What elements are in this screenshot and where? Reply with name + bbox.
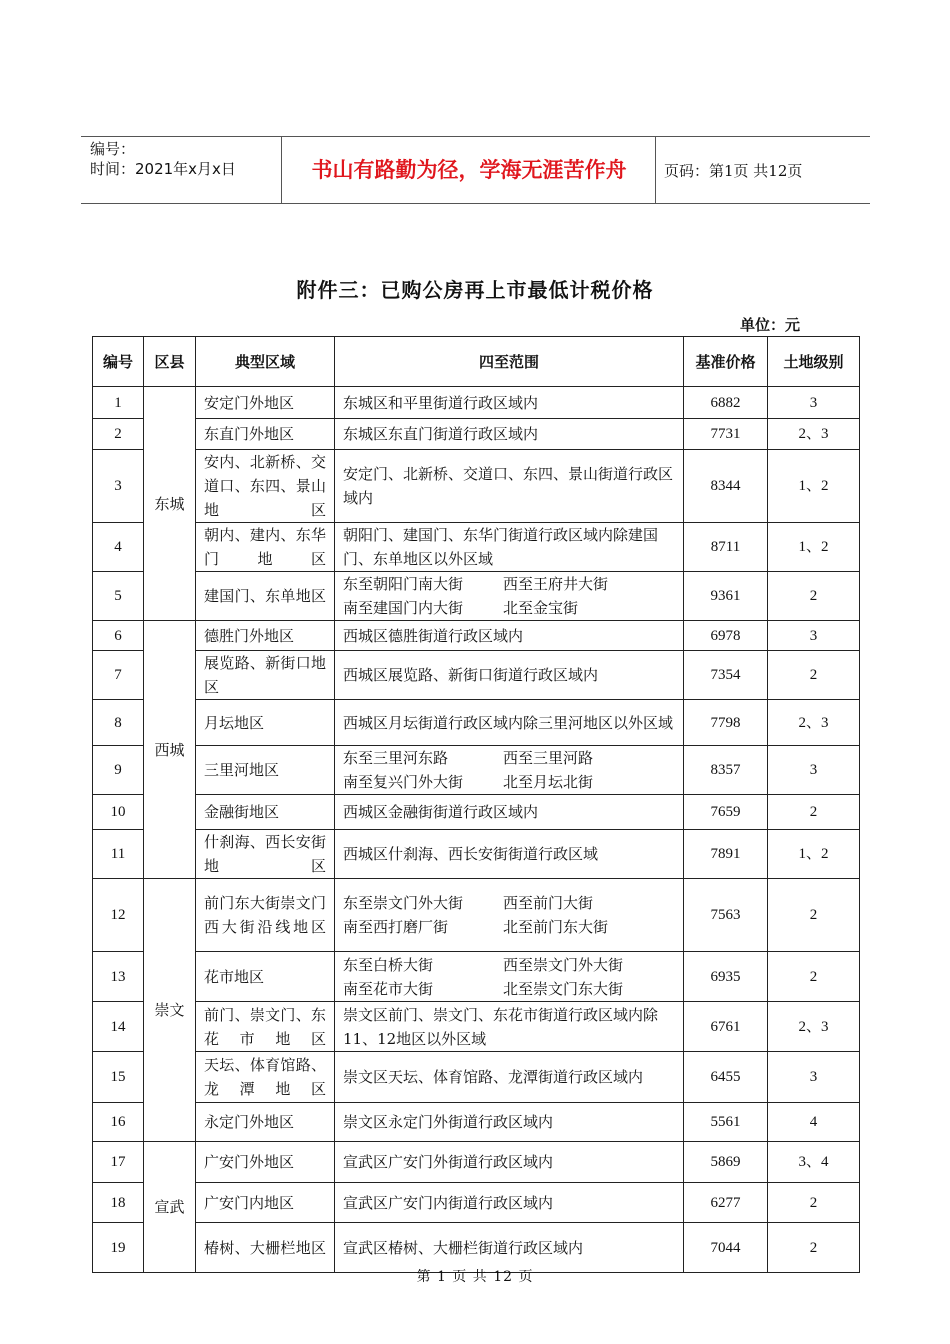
row-no: 1 (93, 387, 144, 419)
row-area: 什刹海、西长安街地区 (196, 830, 335, 879)
header-meta (90, 139, 236, 179)
row-level: 3 (768, 387, 860, 419)
row-price: 7798 (684, 700, 768, 746)
row-price: 6761 (684, 1002, 768, 1052)
row-level: 3 (768, 621, 860, 651)
range-south: 南至花市大街 (343, 979, 434, 998)
row-no: 11 (93, 830, 144, 879)
range-south: 南至西打磨厂街 (343, 918, 449, 936)
range-west: 西至前门大街 (503, 894, 594, 912)
header-divider-right (655, 137, 656, 203)
row-no: 10 (93, 795, 144, 830)
row-range: 西城区月坛街道行政区域内除三里河地区以外区域 (335, 700, 684, 746)
row-price: 7563 (684, 879, 768, 952)
row-level: 3 (768, 1052, 860, 1103)
row-area: 安内、北新桥、交道口、东四、景山地区 (196, 450, 335, 523)
table-row (93, 450, 860, 523)
range-north: 北至崇文门东大街 (503, 979, 624, 998)
row-no: 13 (93, 952, 144, 1002)
table-row (93, 621, 860, 651)
row-range: 西城区金融街街道行政区域内 (335, 795, 684, 830)
row-range: 安定门、北新桥、交道口、东四、景山街道行政区域内 (335, 450, 684, 523)
row-area: 金融街地区 (196, 795, 335, 830)
header-top-rule (81, 136, 870, 137)
table-row (93, 572, 860, 621)
row-level: 3 (768, 746, 860, 795)
range-north: 北至月坛北街 (503, 773, 594, 791)
table-row (93, 1002, 860, 1052)
table-row (93, 523, 860, 572)
row-price: 6978 (684, 621, 768, 651)
doc-time: 时间：2021年x月x日 (90, 160, 236, 178)
table-row (93, 830, 860, 879)
row-price: 6455 (684, 1052, 768, 1103)
row-level: 2、3 (768, 700, 860, 746)
table-row (93, 1142, 860, 1183)
row-no: 3 (93, 450, 144, 523)
row-area: 前门东大街崇文门西大街沿线地区 (196, 879, 335, 952)
row-price: 8711 (684, 523, 768, 572)
row-no: 4 (93, 523, 144, 572)
header-motto: 书山有路勤为径，学海无涯苦作舟 (311, 158, 627, 182)
table-row (93, 1223, 860, 1273)
row-level: 1、2 (768, 830, 860, 879)
range-east: 东至朝阳门南大街 (343, 575, 464, 593)
row-range: 宣武区椿树、大栅栏街道行政区域内 (335, 1223, 684, 1273)
row-level: 2 (768, 651, 860, 700)
row-level: 3、4 (768, 1142, 860, 1183)
row-no: 5 (93, 572, 144, 621)
row-price: 6277 (684, 1183, 768, 1223)
row-price: 7354 (684, 651, 768, 700)
row-area: 德胜门外地区 (196, 621, 335, 651)
range-south: 南至复兴门外大街 (343, 773, 464, 791)
col-header-area: 典型区域 (196, 337, 335, 387)
row-area: 展览路、新街口地区 (196, 651, 335, 700)
table-row (93, 419, 860, 450)
col-header-no: 编号 (93, 337, 144, 387)
table-row (93, 879, 860, 952)
range-south: 南至建国门内大街 (343, 599, 464, 617)
row-level: 2 (768, 795, 860, 830)
row-price: 6935 (684, 952, 768, 1002)
row-range (335, 572, 684, 621)
col-header-district: 区县 (144, 337, 196, 387)
row-range (335, 952, 684, 1002)
range-north: 北至前门东大街 (503, 918, 609, 936)
row-price: 7659 (684, 795, 768, 830)
range-east: 东至白桥大街 (343, 955, 434, 974)
row-no: 18 (93, 1183, 144, 1223)
row-no: 8 (93, 700, 144, 746)
row-level: 1、2 (768, 523, 860, 572)
header-bottom-rule (81, 203, 870, 204)
row-range: 西城区展览路、新街口街道行政区域内 (335, 651, 684, 700)
row-range: 宣武区广安门内街道行政区域内 (335, 1183, 684, 1223)
district-cell: 东城 (144, 387, 196, 621)
row-area: 椿树、大栅栏地区 (196, 1223, 335, 1273)
row-range: 崇文区永定门外街道行政区域内 (335, 1103, 684, 1142)
row-price: 7731 (684, 419, 768, 450)
row-range (335, 746, 684, 795)
row-level: 2 (768, 1183, 860, 1223)
row-price: 5869 (684, 1142, 768, 1183)
row-area: 永定门外地区 (196, 1103, 335, 1142)
row-no: 6 (93, 621, 144, 651)
row-level: 2、3 (768, 419, 860, 450)
header-page-code: 页码：第1页 共12页 (664, 162, 803, 180)
row-no: 17 (93, 1142, 144, 1183)
row-range: 西城区德胜街道行政区域内 (335, 621, 684, 651)
table-row (93, 651, 860, 700)
row-level: 2 (768, 572, 860, 621)
row-level: 2、3 (768, 1002, 860, 1052)
row-no: 16 (93, 1103, 144, 1142)
row-area: 东直门外地区 (196, 419, 335, 450)
table-row (93, 746, 860, 795)
row-price: 7891 (684, 830, 768, 879)
row-range: 西城区什刹海、西长安街街道行政区域 (335, 830, 684, 879)
col-header-level: 土地级别 (768, 337, 860, 387)
row-area: 广安门外地区 (196, 1142, 335, 1183)
row-area: 花市地区 (196, 952, 335, 1002)
district-cell: 崇文 (144, 879, 196, 1142)
district-cell: 宣武 (144, 1142, 196, 1273)
row-level: 2 (768, 1223, 860, 1273)
table-row (93, 700, 860, 746)
row-price: 5561 (684, 1103, 768, 1142)
row-range (335, 879, 684, 952)
table-row (93, 1103, 860, 1142)
row-area: 建国门、东单地区 (196, 572, 335, 621)
table-row (93, 387, 860, 419)
header-divider-left (281, 137, 282, 203)
row-range: 朝阳门、建国门、东华门街道行政区域内除建国门、东单地区以外区域 (335, 523, 684, 572)
range-west: 西至王府井大街 (503, 575, 609, 593)
row-range: 崇文区天坛、体育馆路、龙潭街道行政区域内 (335, 1052, 684, 1103)
table-row (93, 1183, 860, 1223)
row-area: 安定门外地区 (196, 387, 335, 419)
unit-label: 单位：元 (740, 316, 801, 334)
row-no: 15 (93, 1052, 144, 1103)
row-area: 天坛、体育馆路、龙潭地区 (196, 1052, 335, 1103)
document-title: 附件三：已购公房再上市最低计税价格 (296, 278, 654, 302)
row-area: 前门、崇文门、东花市地区 (196, 1002, 335, 1052)
row-level: 4 (768, 1103, 860, 1142)
range-east: 东至三里河东路 (343, 749, 449, 767)
row-area: 广安门内地区 (196, 1183, 335, 1223)
col-header-price: 基准价格 (684, 337, 768, 387)
row-price: 8357 (684, 746, 768, 795)
row-level: 2 (768, 952, 860, 1002)
row-price: 9361 (684, 572, 768, 621)
row-no: 14 (93, 1002, 144, 1052)
table-row (93, 795, 860, 830)
row-range: 东城区和平里街道行政区域内 (335, 387, 684, 419)
doc-code-label: 编号： (90, 140, 136, 158)
row-level: 2 (768, 879, 860, 952)
range-west: 西至崇文门外大街 (503, 955, 624, 974)
row-level: 1、2 (768, 450, 860, 523)
row-range: 东城区东直门街道行政区域内 (335, 419, 684, 450)
row-price: 6882 (684, 387, 768, 419)
row-area: 朝内、建内、东华门地区 (196, 523, 335, 572)
col-header-range: 四至范围 (335, 337, 684, 387)
range-west: 西至三里河路 (503, 749, 594, 767)
row-no: 19 (93, 1223, 144, 1273)
row-no: 2 (93, 419, 144, 450)
table-row (93, 1052, 860, 1103)
price-table (92, 336, 860, 1273)
range-east: 东至崇文门外大街 (343, 894, 464, 912)
range-north: 北至金宝街 (503, 599, 579, 617)
row-no: 7 (93, 651, 144, 700)
page-footer: 第 1 页 共 12 页 (416, 1269, 534, 1285)
row-area: 月坛地区 (196, 700, 335, 746)
row-price: 7044 (684, 1223, 768, 1273)
row-price: 8344 (684, 450, 768, 523)
row-area: 三里河地区 (196, 746, 335, 795)
row-no: 9 (93, 746, 144, 795)
district-cell: 西城 (144, 621, 196, 879)
table-header-row (93, 337, 860, 387)
row-range: 崇文区前门、崇文门、东花市街道行政区域内除11、12地区以外区域 (335, 1002, 684, 1052)
row-range: 宣武区广安门外街道行政区域内 (335, 1142, 684, 1183)
row-no: 12 (93, 879, 144, 952)
table-row (93, 952, 860, 1002)
